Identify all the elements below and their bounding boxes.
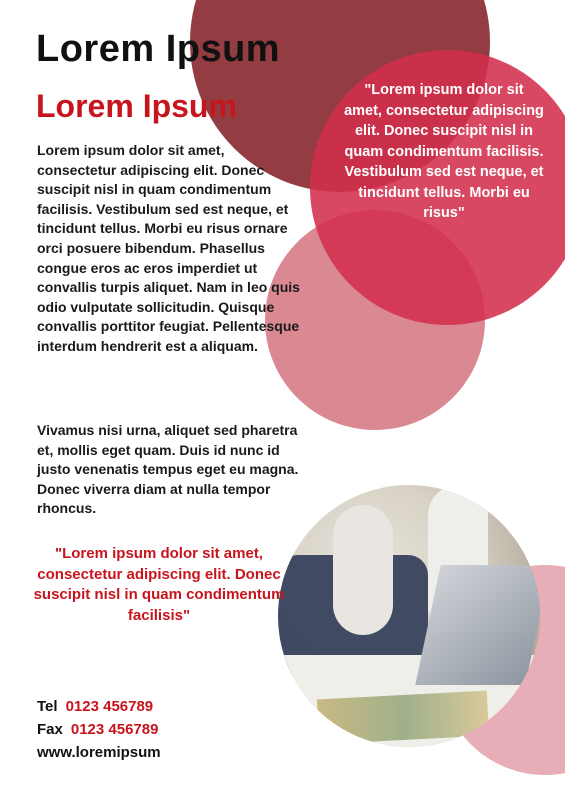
fax-number: 0123 456789 [70, 721, 159, 738]
phone-label: Tel [37, 698, 58, 715]
contact-fax [37, 721, 158, 738]
phone-number: 0123 456789 [65, 698, 154, 715]
pull-quote-top: "Lorem ipsum dolor sit amet, consectetur adipiscing elit. Donec suscipit nisl in quam condimentum facilisis. Vestibulum sed est neque, et tincidunt tellus. Morbi eu risus" [344, 82, 544, 221]
pull-quote-bottom: "Lorem ipsum dolor sit amet, consectetur adipiscing elit. Donec suscipit nisl in quam condimentum facilisis" [33, 545, 285, 624]
photo-person-shape [333, 505, 393, 635]
office-laptop-photo [278, 485, 540, 747]
photo-map-shape [317, 691, 489, 745]
body-paragraph-1: Lorem ipsum dolor sit amet, consectetur adipiscing elit. Donec suscipit nisl in quam condimentum facilisis. Vestibulum sed est neque, et tincidunt tellus. Morbi eu risus ornare orci posuere bibendum. Phasellus congue eros ac eros imperdiet ut convallis turpis aliquet. Nam in leo quis odio vulputate sollicitudin. Quisque convallis porttitor feugiat. Pellentesque interdum hendrerit est a aliquam. [37, 142, 300, 354]
contact-website: www.loremipsum [37, 744, 161, 761]
contact-phone [37, 698, 153, 715]
page-subtitle: Lorem Ipsum [36, 88, 237, 124]
body-paragraph-2: Vivamus nisi urna, aliquet sed pharetra et, mollis eget quam. Duis id nunc id justo venenatis tempus eget eu magna. Donec viverra diam at nulla tempor rhoncus. [37, 422, 299, 517]
page-title: Lorem Ipsum [36, 28, 281, 70]
fax-label: Fax [37, 721, 63, 738]
